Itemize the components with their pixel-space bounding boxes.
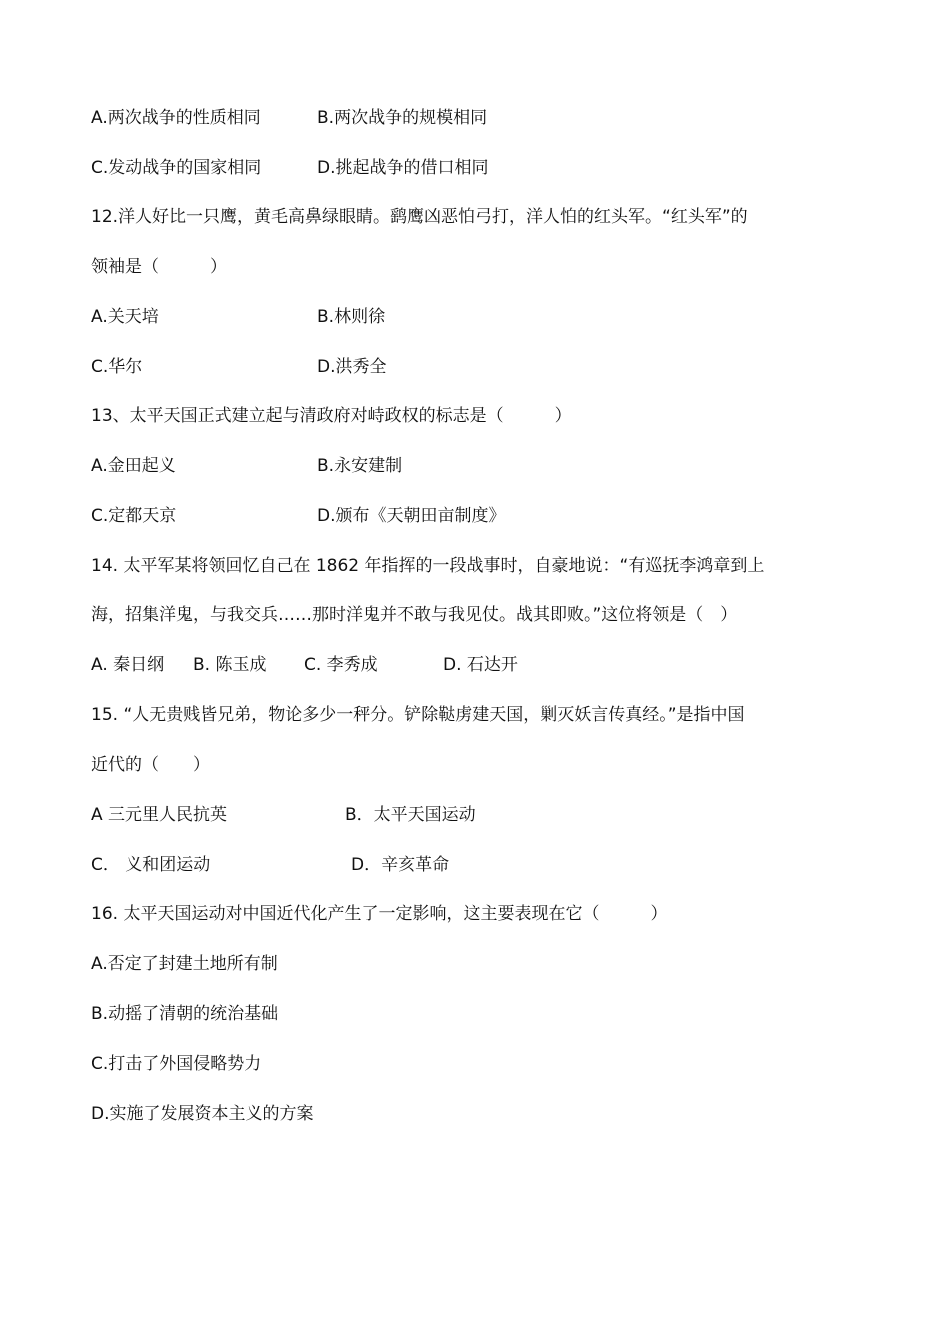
q11-option-a: A.两次战争的性质相同: [91, 108, 261, 128]
q12-stem-line-1: 12.洋人好比一只鹰，黄毛高鼻绿眼睛。鹞鹰凶恶怕弓打，洋人怕的红头军。“红头军”的: [91, 207, 748, 227]
q16-stem: 16. 太平天国运动对中国近代化产生了一定影响，这主要表现在它（ ）: [91, 904, 668, 924]
q12-option-c: C.华尔: [91, 357, 143, 377]
q14-stem-line-2: 海，招集洋鬼，与我交兵……那时洋鬼并不敢与我见仗。战其即败。”这位将领是（ ）: [91, 605, 738, 625]
q14-option-a: A. 秦日纲: [91, 655, 165, 675]
q16-option-c: C.打击了外国侵略势力: [91, 1054, 262, 1074]
q13-stem: 13、太平天国正式建立起与清政府对峙政权的标志是（ ）: [91, 406, 572, 426]
q12-option-b: B.林则徐: [317, 307, 386, 327]
q15-option-b: B．太平天国运动: [345, 805, 476, 825]
q13-option-d: D.颁布《天朝田亩制度》: [317, 506, 506, 526]
q14-option-b: B. 陈玉成: [193, 655, 267, 675]
q16-option-d: D.实施了发展资本主义的方案: [91, 1104, 314, 1124]
q15-option-c: C． 义和团运动: [91, 855, 211, 875]
q11-option-d: D.挑起战争的借口相同: [317, 158, 489, 178]
q11-option-c: C.发动战争的国家相同: [91, 158, 262, 178]
q11-option-b: B.两次战争的规模相同: [317, 108, 488, 128]
q14-option-d: D. 石达开: [443, 655, 518, 675]
q15-stem-line-1: 15. “人无贵贱皆兄弟，物论多少一秤分。铲除鞑虏建天国，剿灭妖言传真经。”是指中国: [91, 705, 745, 725]
q15-option-a: A 三元里人民抗英: [91, 805, 228, 825]
q12-stem-line-2: 领袖是（ ）: [91, 257, 227, 277]
q15-option-d: D．辛亥革命: [351, 855, 450, 875]
q12-option-d: D.洪秀全: [317, 357, 387, 377]
q16-option-a: A.否定了封建土地所有制: [91, 954, 278, 974]
q14-stem-line-1: 14. 太平军某将领回忆自己在 1862 年指挥的一段战事时，自豪地说：“有巡抚李鸿章到上: [91, 556, 765, 576]
q14-option-c: C. 李秀成: [304, 655, 378, 675]
q13-option-a: A.金田起义: [91, 456, 176, 476]
q12-option-a: A.关天培: [91, 307, 159, 327]
q16-option-b: B.动摇了清朝的统治基础: [91, 1004, 279, 1024]
q15-stem-line-2: 近代的（ ）: [91, 755, 210, 775]
q13-option-b: B.永安建制: [317, 456, 403, 476]
q13-option-c: C.定都天京: [91, 506, 177, 526]
